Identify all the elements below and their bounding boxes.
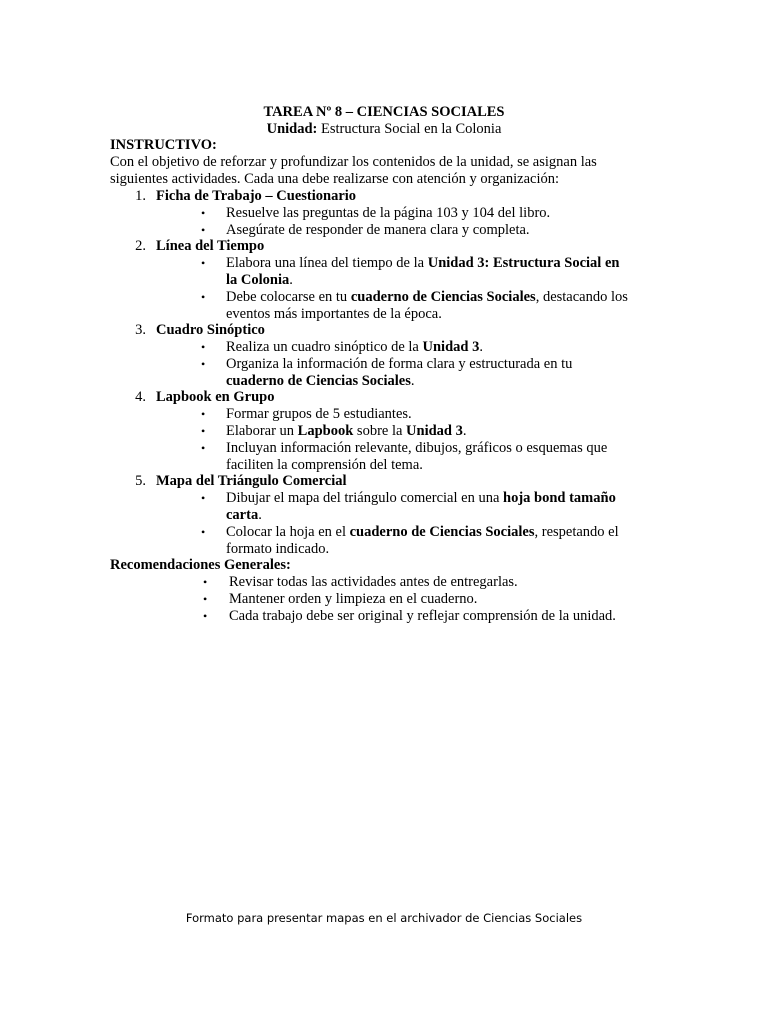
text-run: Dibujar el mapa del triángulo comercial en una	[226, 490, 504, 506]
bullet-icon: •	[201, 357, 206, 371]
recommendation-item: Revisar todas las actividades antes de entregarlas.	[229, 574, 518, 590]
text-run: .	[479, 339, 483, 355]
unit-value: Estructura Social en la Colonia	[317, 121, 502, 137]
activity-3-bullet-2-line-1: Organiza la información de forma clara y estructurada en tu	[226, 356, 573, 372]
activity-1-bullet-2: Asegúrate de responder de manera clara y completa.	[226, 222, 530, 238]
text-run-bold: cuaderno de Ciencias Sociales	[349, 524, 535, 540]
text-run-bold: carta	[226, 507, 259, 523]
unit-line	[0, 121, 768, 138]
unit-label: Unidad:	[266, 121, 318, 137]
recommendation-item: Mantener orden y limpieza en el cuaderno.	[229, 591, 478, 607]
recommendations-heading: Recomendaciones Generales:	[110, 557, 291, 573]
activity-2-number: 2.	[135, 238, 146, 254]
text-run: Debe colocarse en tu	[226, 289, 351, 305]
activity-1-number: 1.	[135, 188, 146, 204]
activity-4-title: Lapbook en Grupo	[156, 389, 275, 405]
activity-5-title: Mapa del Triángulo Comercial	[156, 473, 347, 489]
activity-4-bullet-3-line-1: Incluyan información relevante, dibujos, gráficos o esquemas que	[226, 440, 608, 456]
activity-2-bullet-2-line-2: eventos más importantes de la época.	[226, 306, 442, 322]
activity-5-number: 5.	[135, 473, 146, 489]
bullet-icon: •	[201, 256, 206, 270]
text-run: Realiza un cuadro sinóptico de la	[226, 339, 423, 355]
activity-3-bullet-1	[226, 339, 483, 356]
text-run-bold: hoja bond tamaño	[503, 490, 616, 506]
activity-5-bullet-1-line-2	[226, 507, 262, 524]
activity-5-bullet-2-line-1	[226, 524, 619, 541]
bullet-icon: •	[203, 575, 208, 589]
activity-5-bullet-1-line-1	[226, 490, 616, 507]
activity-1-title: Ficha de Trabajo – Cuestionario	[156, 188, 357, 204]
text-run: sobre la	[353, 423, 407, 439]
bullet-icon: •	[203, 592, 208, 606]
activity-2-bullet-1-line-2	[226, 272, 293, 289]
activity-4-bullet-1: Formar grupos de 5 estudiantes.	[226, 406, 412, 422]
bullet-icon: •	[201, 424, 206, 438]
text-run: .	[289, 272, 293, 288]
activity-1-bullet-1: Resuelve las preguntas de la página 103 y 104 del libro.	[226, 205, 551, 221]
activity-3-title: Cuadro Sinóptico	[156, 322, 265, 338]
bullet-icon: •	[201, 340, 206, 354]
text-run: .	[258, 507, 262, 523]
text-run-bold: la Colonia	[226, 272, 290, 288]
text-run: .	[462, 423, 467, 439]
bullet-icon: •	[201, 441, 206, 455]
bullet-icon: •	[201, 290, 206, 304]
activity-2-bullet-2-line-1	[226, 289, 628, 306]
activity-2-title: Línea del Tiempo	[156, 238, 265, 254]
activity-4-number: 4.	[135, 389, 146, 405]
activity-2-bullet-1-line-1	[226, 255, 619, 272]
text-run-bold: Unidad 3	[422, 339, 480, 355]
page-footer: Formato para presentar mapas en el archivador de Ciencias Sociales	[185, 911, 583, 925]
instructions-heading: INSTRUCTIVO:	[110, 137, 217, 153]
bullet-icon: •	[201, 407, 206, 421]
bullet-icon: •	[201, 206, 206, 220]
bullet-icon: •	[201, 223, 206, 237]
text-run: , destacando los	[535, 289, 628, 305]
text-run: , respetando el	[534, 524, 619, 540]
text-run: Elabora una línea del tiempo de la	[226, 255, 428, 271]
recommendation-item: Cada trabajo debe ser original y reflejar comprensión de la unidad.	[229, 608, 616, 624]
text-run-bold: cuaderno de Ciencias Sociales	[226, 373, 411, 389]
text-run-bold: Unidad 3	[406, 423, 463, 439]
document-title: TAREA Nº 8 – CIENCIAS SOCIALES	[263, 104, 505, 120]
text-run-bold: Lapbook	[297, 423, 354, 439]
activity-4-bullet-2	[226, 423, 467, 440]
intro-line-2: siguientes actividades. Cada una debe realizarse con atención y organización:	[110, 171, 560, 187]
activity-5-bullet-2-line-2: formato indicado.	[226, 541, 330, 557]
text-run: Colocar la hoja en el	[226, 524, 350, 540]
bullet-icon: •	[203, 609, 208, 623]
activity-3-number: 3.	[135, 322, 146, 338]
text-run: Elaborar un	[226, 423, 298, 439]
text-run-bold: cuaderno de Ciencias Sociales	[350, 289, 536, 305]
activity-4-bullet-3-line-2: faciliten la comprensión del tema.	[226, 457, 423, 473]
activity-3-bullet-2-line-2	[226, 373, 415, 390]
text-run-bold: Unidad 3: Estructura Social en	[427, 255, 620, 271]
text-run: .	[410, 373, 415, 389]
bullet-icon: •	[201, 525, 206, 539]
intro-line-1: Con el objetivo de reforzar y profundizar los contenidos de la unidad, se asignan las	[110, 154, 597, 170]
bullet-icon: •	[201, 491, 206, 505]
